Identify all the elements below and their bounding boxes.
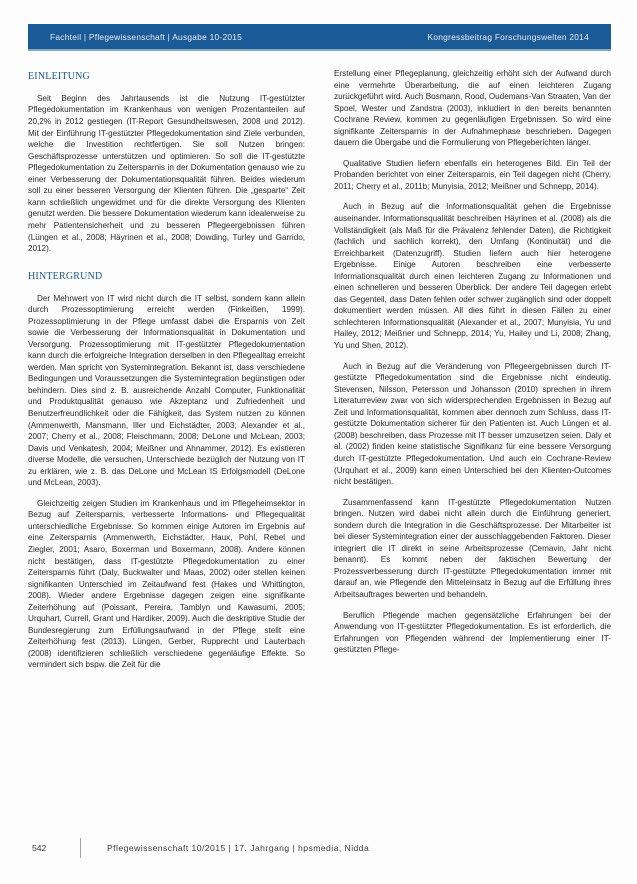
- heading-hintergrund: hintergrund: [28, 266, 103, 283]
- page-number: 542: [32, 843, 47, 853]
- page-header-band: [28, 24, 611, 49]
- paragraph: Qualitative Studien liefern ebenfalls ein heterogenes Bild. Ein Teil der Probanden berichtet von einer Zeitersparnis, ein Teil dagegen nicht (Cherry, 2011; Cherry et al., 2011b; Munyisia, 2012; Meißner und Schnepp, 2014).: [334, 158, 611, 191]
- page-footer: [28, 838, 611, 858]
- paragraph: Erstellung einer Pflegeplanung, gleichzeitig erhöht sich der Aufwand durch eine vermehrte Überarbeitung, die auf einen leichteren Zugang zurückgeführt wird. Auch Bosmann, Rood, Oudemans-Van Straaten, Van der Spoel, Wester und Zandstra (2003), inkludiert in den bereits benannten Cochrane Review, kommen zu gegenläufigen Ergebnissen. So wird eine signifikante Zeitersparnis in der Aufnahmephase beschrieben. Dagegen dauern die Übergabe und die Formulierung von Pflegeberichten länger.: [334, 69, 611, 148]
- paragraph: Auch in Bezug auf die Veränderung von Pflegeergebnissen durch IT-gestützte Pflegedokumentation sind die Ergebnisse nicht eindeutig. Stevensen, Nilsson, Petersson und Johansson (2010) sprechen in ihrem Literaturreview zwar von sich widersprechenden Ergebnissen in Bezug auf Zeit und Informationsqualität, kommen aber dennoch zum Schluss, dass IT-gestützte Dokumentation sicherer für den Patienten ist. Auch Lüngen et al. (2008) beschreiben, dass Prozesse mit IT besser umzusetzen seien. Daly et al. (2002) finden keine statistische Signifikanz für eine bessere Versorgung durch IT-gestützte Pflegedokumentation. Und auch ein Cochrane-Review (Urquhart et al., 2009) kann einen Unterschied bei den Klienten-Outcomes nicht bestätigen.: [334, 361, 611, 487]
- paragraph: Zusammenfassend kann IT-gestützte Pflegedokumentation Nutzen bringen. Nutzen wird dabei nicht allein durch die Einführung generiert, sondern durch die Integration in die Geschäftsprozesse. Der Mitarbeiter ist bei dieser Systemintegration einer der ausschlaggebenden Faktoren. Dieser integriert die IT direkt in seine Arbeitsprozesse (Cemavin, Jahr nicht benannt). Es kommt neben der faktischen Bewertung der Prozessverbesserung durch IT-gestützte Pflegedokumentation immer mit darauf an, wie Pflegende den Mitteleinsatz in Bezug auf die Erfüllung ihres Arbeitsauftrages bewerten und behandeln.: [334, 497, 611, 599]
- footer-divider: [80, 838, 81, 858]
- two-column-body: [28, 68, 611, 830]
- right-column: [334, 68, 611, 830]
- paragraph: Der Mehrwert von IT wird nicht durch die IT selbst, sondern kann allein durch Prozessoptimierung erreicht werden (Finkeißen, 1999). Prozessoptimierung in der Pflege umfasst dabei die Ersparnis von Zeit sowie die Verbesserung der Informationsqualität in Dokumentation und Versorgung. Prozessoptimierung mit IT-gestützter Pflegedokumentation kann durch die erfolgreiche Integration derselben in den Pflegealltag erreicht werden. Man spricht von Systemintegration. Bekannt ist, dass verschiedene Bedingungen und Voraussetzungen die Systemintegration begünstigen oder behindern. Dies sind z. B. ausreichende Anzahl Computer, Funktionalität und Produktqualität genauso wie Akzeptanz und Zufriedenheit und Benutzerfreundlichkeit oder die Fähigkeit, das System nutzen zu können (Ammenwerth, Mansmann, Iller und Eichstädter, 2003; Alexander et al., 2007; Cherry et al., 2008; Fleischmann, 2008; DeLone und McLean, 2003; Davis und Venkatesh, 2004; Meißner und Ahnammer, 2012). Es existieren diverse Modelle, die versuchen, Unterschiede bezüglich der Nutzung von IT zu erklären, wie z. B. das DeLone und McLean IS Erfolgsmodell (DeLone und McLean, 2003).: [28, 293, 305, 488]
- left-column: [28, 68, 305, 830]
- heading-einleitung: einleitung: [28, 67, 90, 83]
- paragraph: Seit Beginn des Jahrtausends ist die Nutzung IT-gestützter Pflegedokumentation im Krankenhaus von wenigen Prozentanteilen auf 20,2% in 2012 gestiegen (IT-Report Gesundheitswesen, 2008 und 2012). Mit der Einführung IT-gestützter Pflegedokumentation sind Ziele verbunden, welche die Investition rechtfertigen. Sie soll Nutzen bringen: Geschäftsprozesse unterstützen und optimieren. So soll die IT-gestützte Pflegedokumentation zu Zeitersparnis in der Dokumentation genauso wie zu einer Verbesserung der Dokumentationsqualität führen. Beides wiederum soll zu einer besseren Versorgung der Klienten führen. Die „gesparte“ Zeit kann schließlich ungewidmet und für die direkte Versorgung des Klienten genutzt werden. Die bessere Dokumentation wiederum kann idealerweise zu mehr Patientensicherheit und zu besseren Pflegeergebnissen führen (Lüngen et al., 2008; Häyrinen et al., 2008; Dowding, Turley und Garrido, 2012).: [28, 93, 305, 254]
- paragraph: Gleichzeitig zeigen Studien im Krankenhaus und im Pflegeheimsektor in Bezug auf Zeitersparnis, verbesserte Informations- und Pflegequalität unterschiedliche Ergebnisse. So kommen einige Autoren im Ergebnis auf eine Zeitersparnis (Ammenwerth, Eichstädter, Haux, Pohl, Rebel und Ziegler, 2001; Asaro, Boxerman und Boxermann, 2008). Andere können nicht bestätigen, dass IT-gestützte Pflegedokumentation zu einer Zeitersparnis führt (Daly, Buckwalter und Maas, 2002) oder stellen keinen signifikanten Unterschied im Zeitaufwand fest (Hakes und Whittington, 2008). Wieder andere Ergebnisse dagegen zeigen eine signifikante Zeiterhöhung auf (Poissant, Pereira, Tamblyn und Kawasumi, 2005; Urquhart, Currell, Grant und Hardiker, 2009). Auch die deskriptive Studie der Bundesregierung zum Erfüllungsaufwand in der Pflege stellt eine Zeiterhöhung fest (2013). Lüngen, Gerber, Rupprecht und Lauterbach (2008) identifizieren schließlich verschiedene gegenläufige Effekte. So vermindert sich bspw. die Zeit für die: [28, 498, 305, 670]
- footer-journal-info: Pflegewissenschaft 10/2015 | 17. Jahrgang | hpsmedia, Nidda: [107, 843, 370, 853]
- header-article-type: Kongressbeitrag Forschungswelten 2014: [427, 31, 589, 42]
- paragraph: Beruflich Pflegende machen gegensätzliche Erfahrungen bei der Anwendung von IT-gestützter Pflegedokumentation. Es ist erforderlich, die Erfahrungen von Pflegenden während der Implementierung einer IT-gestützten Pflege-: [334, 610, 611, 655]
- header-journal-info: Fachteil | Pflegewissenschaft | Ausgabe 10-2015: [50, 31, 243, 42]
- paragraph: Auch in Bezug auf die Informationsqualität gehen die Ergebnisse auseinander. Informationsqualität beschreiben Häyrinen et al. (2008) als die Vollständigkeit (als Maß für die Prävalenz fehlender Daten), die Richtigkeit (fachlich und sachlich korrekt), den Umfang (Kontinuität) und die Erreichbarkeit (Datenzugriff). Studien liefern auch hier heterogene Ergebnisse. Einige Autoren beschreiben eine verbesserte Informationsqualität durch einen leichteren Zugang zu Informationen und einen schnelleren und besseren Überblick. Der andere Teil dagegen erlebt das Gegenteil, dass Daten fehlen oder schwer zugänglich sind oder doppelt dokumentiert werden müssen. All dies führt in diesen Fällen zu einer schlechteren Informationsqualität (Alexander et al., 2007; Munyisia, Yu und Hailey, 2012; Meißner und Schnepp, 2014; Yu, Hailey und Li, 2008; Zhang, Yu und Shen, 2012).: [334, 202, 611, 351]
